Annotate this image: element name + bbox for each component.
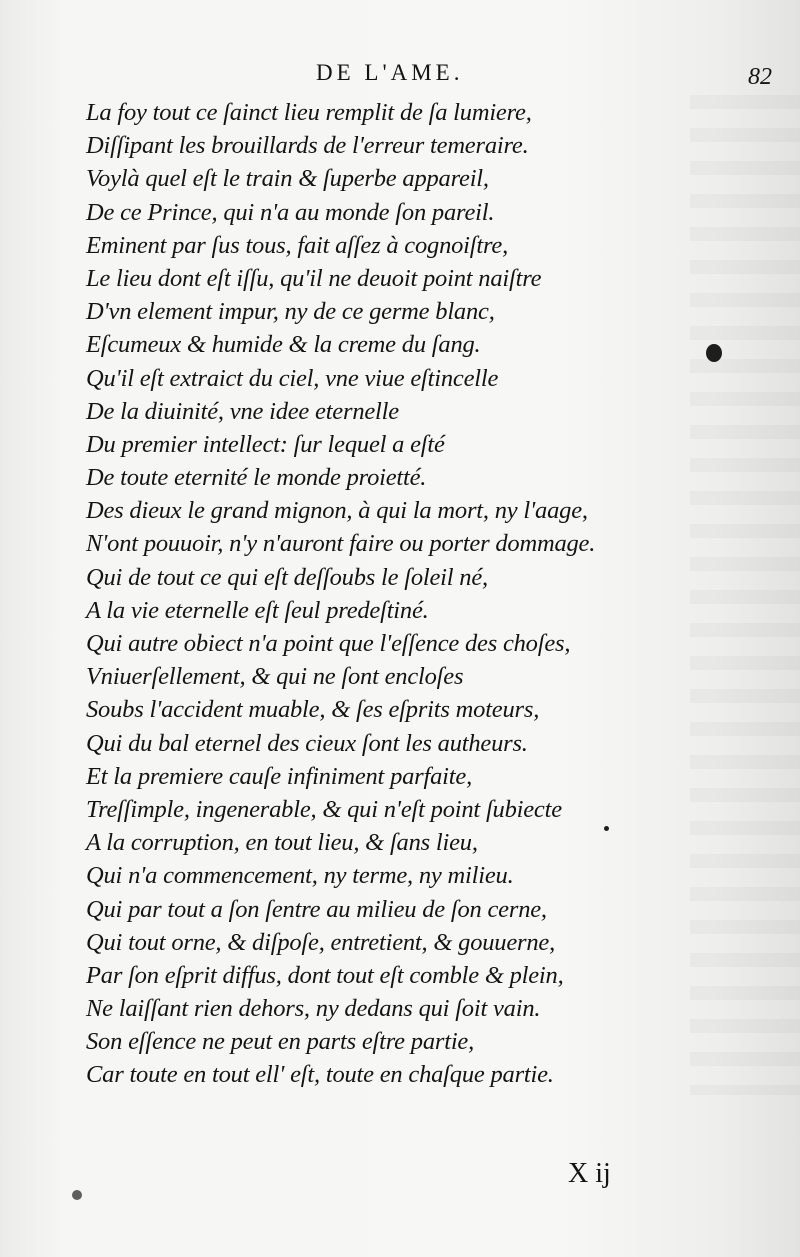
- verse-line: Voylà quel eſt le train & ſuperbe appareil,: [86, 165, 489, 193]
- verse-line: Et la premiere cauſe infiniment parfaite,: [86, 762, 472, 790]
- verse-line: Eminent par ſus tous, fait aſſez à cognoiſtre,: [86, 231, 509, 259]
- verse-line: Soubs l'accident muable, & ſes eſprits moteurs,: [86, 696, 540, 724]
- ink-spot: [604, 826, 609, 831]
- verse-line: Treſſimple, ingenerable, & qui n'eſt point ſubiecte: [86, 795, 562, 823]
- verse-line: Car toute en tout ell' eſt, toute en chaſque partie.: [86, 1061, 554, 1089]
- verse-line: Qui par tout a ſon ſentre au milieu de ſon cerne,: [86, 895, 547, 923]
- folio-number: 82: [748, 64, 772, 90]
- verse-line: Qui tout orne, & diſpoſe, entretient, & gouuerne,: [86, 928, 556, 956]
- verse-line: La foy tout ce ſainct lieu remplit de ſa lumiere,: [86, 99, 532, 126]
- verse-line: De toute eternité le monde proietté.: [86, 464, 427, 492]
- page-header: [0, 58, 800, 98]
- catchword-signature: X ij: [568, 1158, 611, 1189]
- verse-line: Des dieux le grand mignon, à qui la mort, ny l'aage,: [86, 497, 588, 525]
- running-head: DE L'AME.: [316, 60, 464, 85]
- poem-text: [86, 96, 736, 1092]
- verse-line: Du premier intellect: ſur lequel a eſté: [86, 430, 445, 458]
- verse-line: De la diuinité, vne idee eternelle: [86, 397, 399, 425]
- verse-line: Son eſſence ne peut en parts eſtre partie,: [86, 1028, 475, 1056]
- ink-spot: [72, 1190, 82, 1200]
- verse-line: Le lieu dont eſt iſſu, qu'il ne deuoit point naiſtre: [86, 264, 542, 292]
- verse-line: Qui n'a commencement, ny terme, ny milieu.: [86, 862, 514, 890]
- verse-line: Qui autre obiect n'a point que l'eſſence des choſes,: [86, 630, 571, 657]
- verse-line: Par ſon eſprit diffus, dont tout eſt comble & plein,: [86, 961, 564, 989]
- verse-line: Eſcumeux & humide & la creme du ſang.: [86, 331, 481, 359]
- verse-line: N'ont pouuoir, n'y n'auront faire ou porter dommage.: [86, 530, 596, 558]
- verse-line: Qu'il eſt extraict du ciel, vne viue eſtincelle: [86, 364, 499, 392]
- verse-line: Qui de tout ce qui eſt deſſoubs le ſoleil né,: [86, 563, 488, 591]
- verse-line: Qui du bal eternel des cieux ſont les autheurs.: [86, 729, 528, 757]
- verse-line: D'vn element impur, ny de ce germe blanc,: [86, 298, 495, 326]
- verse-line: A la corruption, en tout lieu, & ſans lieu,: [86, 829, 478, 857]
- verse-line: Vniuerſellement, & qui ne ſont encloſes: [86, 663, 464, 691]
- verse-line: A la vie eternelle eſt ſeul predeſtiné.: [86, 596, 429, 624]
- ink-spot: [706, 344, 722, 362]
- verse-line: De ce Prince, qui n'a au monde ſon pareil.: [86, 198, 495, 226]
- verse-line: Ne laiſſant rien dehors, ny dedans qui ſoit vain.: [86, 995, 541, 1023]
- verse-line: Diſſipant les brouillards de l'erreur temeraire.: [86, 132, 529, 160]
